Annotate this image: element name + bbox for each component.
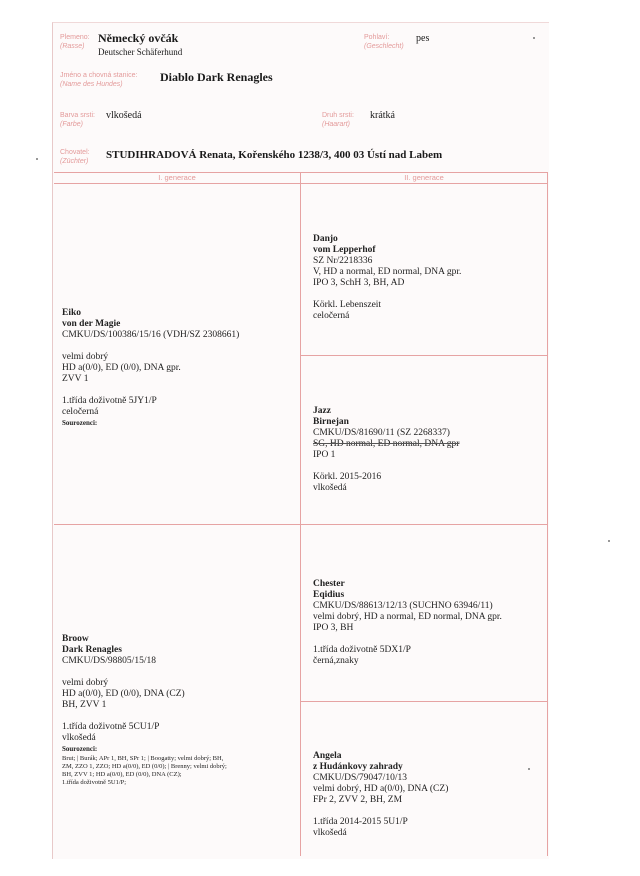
- grandsire-maternal-entry: [313, 579, 543, 667]
- mf-name: Chester: [313, 579, 345, 589]
- ff-exams: IPO 3, SchH 3, BH, AD: [313, 278, 405, 288]
- mother-siblings-label: Sourozenci:: [62, 745, 98, 753]
- father-health: HD a(0/0), ED (0/0), DNA gpr.: [62, 363, 181, 373]
- fm-color: vlkošedá: [313, 483, 347, 493]
- generation-1-header: I. generace: [158, 173, 196, 182]
- mother-siblings-line: Brut; | Burák; APr 1, BH, SPr 1; | Boogatty; velmi dobrý; BH,: [62, 755, 224, 762]
- grid-line: [54, 524, 548, 525]
- scan-speck: [533, 37, 535, 39]
- grid-line: [301, 355, 547, 356]
- father-reg: CMKU/DS/100386/15/16 (VDH/SZ 2308661): [62, 330, 240, 340]
- mm-name: Angela: [313, 751, 342, 761]
- color-value: vlkošedá: [106, 110, 142, 121]
- mf-kennel: Eqidius: [313, 590, 345, 600]
- mf-health: velmi dobrý, HD a normal, ED normal, DNA gpr.: [313, 612, 502, 622]
- breed-value: Německý ovčák: [98, 31, 179, 45]
- grid-line: [547, 172, 548, 856]
- ff-health: V, HD a normal, ED normal, DNA gpr.: [313, 267, 462, 277]
- mother-class: 1.třída doživotně 5CU1/P: [62, 722, 160, 732]
- breed-label: Plemeno: (Rasse): [60, 34, 90, 50]
- mm-health: velmi dobrý, HD a(0/0), DNA (CZ): [313, 784, 449, 794]
- ff-kennel: vom Lepperhof: [313, 245, 376, 255]
- mother-rating: velmi dobrý: [62, 678, 109, 688]
- ff-name: Danjo: [313, 234, 338, 244]
- fm-class: Körkl. 2015-2016: [313, 472, 382, 482]
- mm-exams: FPr 2, ZVV 2, BH, ZM: [313, 795, 403, 805]
- mf-class: 1.třída doživotně 5DX1/P: [313, 645, 411, 655]
- scan-speck: [36, 158, 38, 160]
- mm-kennel: z Hudánkovy zahrady: [313, 762, 403, 772]
- color-label: Barva srsti: (Farbe): [60, 112, 96, 128]
- mm-reg: CMKU/DS/79047/10/13: [313, 773, 407, 783]
- sex-value: pes: [416, 33, 430, 44]
- generation-2-header: II. generace: [404, 173, 444, 182]
- mother-reg: CMKU/DS/98805/15/18: [62, 656, 156, 666]
- breeder-value: STUDIHRADOVÁ Renata, Kořenského 1238/3, 400 03 Ústí nad Labem: [106, 149, 443, 161]
- fm-name: Jazz: [313, 406, 331, 416]
- fm-reg: CMKU/DS/81690/11 (SZ 2268337): [313, 428, 450, 438]
- father-rating: velmi dobrý: [62, 352, 109, 362]
- grandsire-paternal-entry: [313, 234, 543, 322]
- father-class: 1.třída doživotně 5JY1/P: [62, 396, 157, 406]
- father-exams: ZVV 1: [62, 374, 89, 384]
- coat-label: Druh srsti: (Haarart): [322, 112, 354, 128]
- mother-siblings-line: ZM, ZZO 1, ZZO; HD a(0/0), ED (0/0); | Brenny; velmi dobrý;: [62, 763, 227, 770]
- dog-name: Diablo Dark Renagles: [160, 70, 273, 84]
- granddam-maternal-entry: [313, 751, 543, 839]
- breed-value-de: Deutscher Schäferhund: [98, 47, 183, 57]
- breeder-label: Chovatel: (Züchter): [60, 149, 90, 165]
- sex-label: Pohlaví: (Geschlecht): [364, 34, 404, 50]
- grid-line: [301, 701, 547, 702]
- grid-line: [300, 172, 301, 856]
- ff-class: Körkl. Lebenszeit: [313, 300, 382, 310]
- mf-exams: IPO 3, BH: [313, 623, 354, 633]
- mother-siblings-line: BH, ZVV 1; HD a(0/0), ED (0/0), DNA (CZ);: [62, 771, 182, 778]
- mm-class: 1.třída 2014-2015 5U1/P: [313, 817, 408, 827]
- mf-color: černá,znaky: [313, 656, 359, 666]
- ff-reg: SZ Nr/2218336: [313, 256, 373, 266]
- fm-health: SG, HD normal, ED normal, DNA gpr: [313, 439, 460, 449]
- scan-speck: [608, 540, 610, 542]
- grid-line: [54, 183, 548, 184]
- mother-name: Broow: [62, 634, 89, 644]
- name-label: Jméno a chovná stanice: (Name des Hundes): [60, 72, 138, 88]
- mm-color: vlkošedá: [313, 828, 347, 838]
- father-siblings-label: Sourozenci:: [62, 419, 98, 427]
- mf-reg: CMKU/DS/88613/12/13 (SUCHNO 63946/11): [313, 601, 493, 611]
- father-name: Eiko: [62, 308, 82, 318]
- mother-exams: BH, ZVV 1: [62, 700, 107, 710]
- coat-value: krátká: [370, 110, 395, 121]
- granddam-paternal-entry: [313, 406, 543, 494]
- scan-speck: [528, 768, 530, 770]
- mother-entry: [62, 634, 294, 787]
- mother-health: HD a(0/0), ED (0/0), DNA (CZ): [62, 689, 185, 699]
- fm-exams: IPO 1: [313, 450, 336, 460]
- father-kennel: von der Magie: [62, 319, 121, 329]
- ff-color: celočerná: [313, 311, 350, 321]
- mother-kennel: Dark Renagles: [62, 645, 122, 655]
- father-entry: [62, 308, 294, 429]
- fm-kennel: Birnejan: [313, 417, 349, 427]
- father-color: celočerná: [62, 407, 99, 417]
- mother-siblings-line: 1.třída doživotně 5U1/P;: [62, 779, 127, 786]
- mother-color: vlkošedá: [62, 733, 96, 743]
